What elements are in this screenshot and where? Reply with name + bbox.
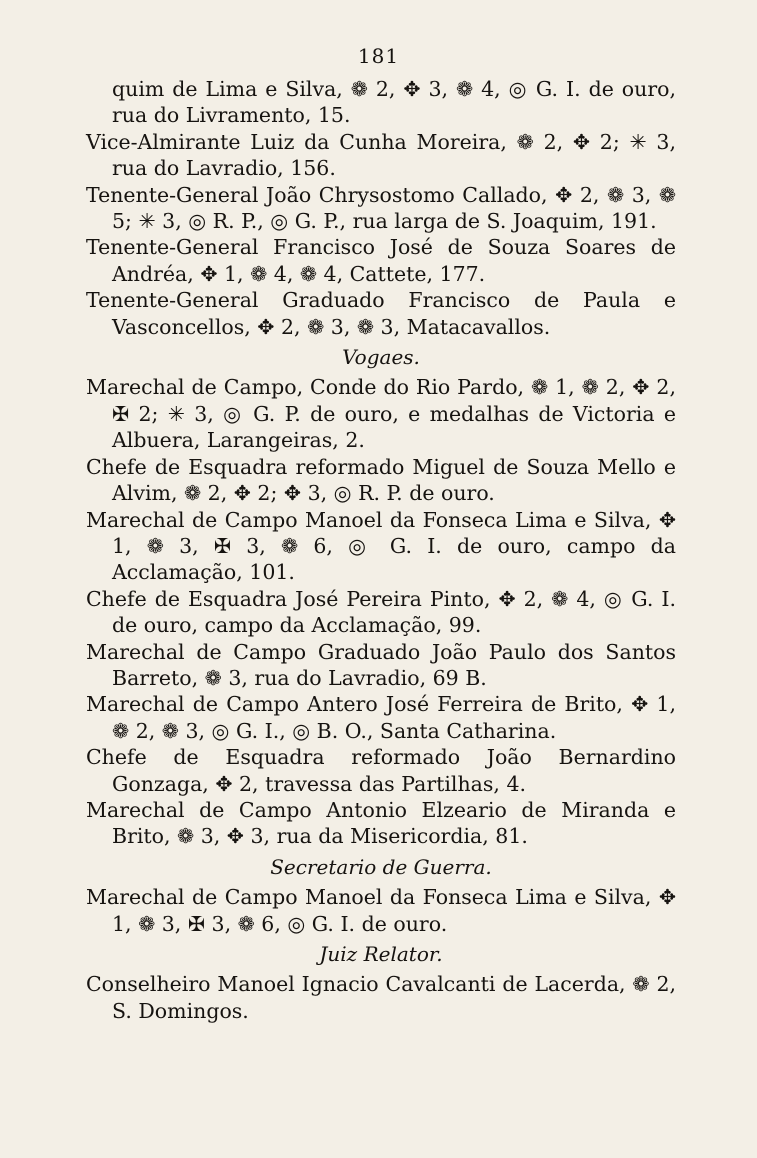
entry-santos-barreto: Marechal de Campo Graduado João Paulo dos Santos Barreto, ❁ 3, rua do Lavradio, 69 B. bbox=[86, 639, 676, 690]
heading-juiz: Juiz Relator. bbox=[319, 942, 443, 966]
page-text bbox=[86, 76, 676, 1024]
entry-elzeario-miranda: Marechal de Campo Antonio Elzeario de Miranda e Brito, ❁ 3, ✥ 3, rua da Misericordia, 81. bbox=[86, 797, 676, 849]
heading-vogaes: Vogaes. bbox=[342, 345, 420, 370]
heading-secretario: Secretario de Guerra. bbox=[270, 854, 492, 879]
entry-cavalcanti-lacerda: Conselheiro Manoel Ignacio Cavalcanti de Lacerda, ❁ 2, S. Domingos. bbox=[86, 972, 676, 1023]
entry-conde-rio-pardo: Marechal de Campo, Conde do Rio Pardo, ❁ 1, ❁ 2, ✥ 2, ✠ 2; ✳ 3, ◎ G. P. de ouro, e medalhas de Victoria e Albuera, Larangeiras, 2. bbox=[86, 375, 676, 453]
entry-fonseca-lima: Marechal de Campo Manoel da Fonseca Lima e Silva, ✥ 1, ❁ 3, ✠ 3, ❁ 6, ◎ G. I. de ouro, campo da Acclamação, 101. bbox=[86, 507, 676, 585]
entry-bernardino-gonzaga: Chefe de Esquadra reformado João Bernardino Gonzaga, ✥ 2, travessa das Partilhas, 4. bbox=[86, 745, 676, 796]
entry-pereira-pinto: Chefe de Esquadra José Pereira Pinto, ✥ 2, ❁ 4, ◎ G. I. de ouro, campo da Acclamação, 99. bbox=[86, 586, 676, 638]
page-number: 181 bbox=[357, 44, 400, 68]
entry-tenente-general-vasconcellos: Tenente-General Graduado Francisco de Paula e Vasconcellos, ✥ 2, ❁ 3, ❁ 3, Matacavallos. bbox=[86, 288, 676, 339]
entry-tenente-general-andrea: Tenente-General Francisco José de Souza Soares de Andréa, ✥ 1, ❁ 4, ❁ 4, Cattete, 177. bbox=[86, 235, 676, 286]
entry-vice-almirante: Vice-Almirante Luiz da Cunha Moreira, ❁ 2, ✥ 2; ✳ 3, rua do Lavradio, 156. bbox=[86, 129, 676, 181]
entry-mello-alvim: Chefe de Esquadra reformado Miguel de Souza Mello e Alvim, ❁ 2, ✥ 2; ✥ 3, ◎ R. P. de ouro. bbox=[86, 454, 676, 506]
entry-tenente-general-callado: Tenente-General João Chrysostomo Callado, ✥ 2, ❁ 3, ❁ 5; ✳ 3, ◎ R. P., ◎ G. P., rua larga de S. Joaquim, 191. bbox=[86, 182, 676, 234]
entry-ferreira-brito: Marechal de Campo Antero José Ferreira de Brito, ✥ 1, ❁ 2, ❁ 3, ◎ G. I., ◎ B. O., Santa Catharina. bbox=[86, 692, 676, 743]
continuation-entry: quim de Lima e Silva, ❁ 2, ✥ 3, ❁ 4, ◎ G. I. de ouro, rua do Livramento, 15. bbox=[112, 77, 676, 128]
entry-secretario-fonseca-lima: Marechal de Campo Manoel da Fonseca Lima e Silva, ✥ 1, ❁ 3, ✠ 3, ❁ 6, ◎ G. I. de ouro. bbox=[86, 885, 676, 936]
